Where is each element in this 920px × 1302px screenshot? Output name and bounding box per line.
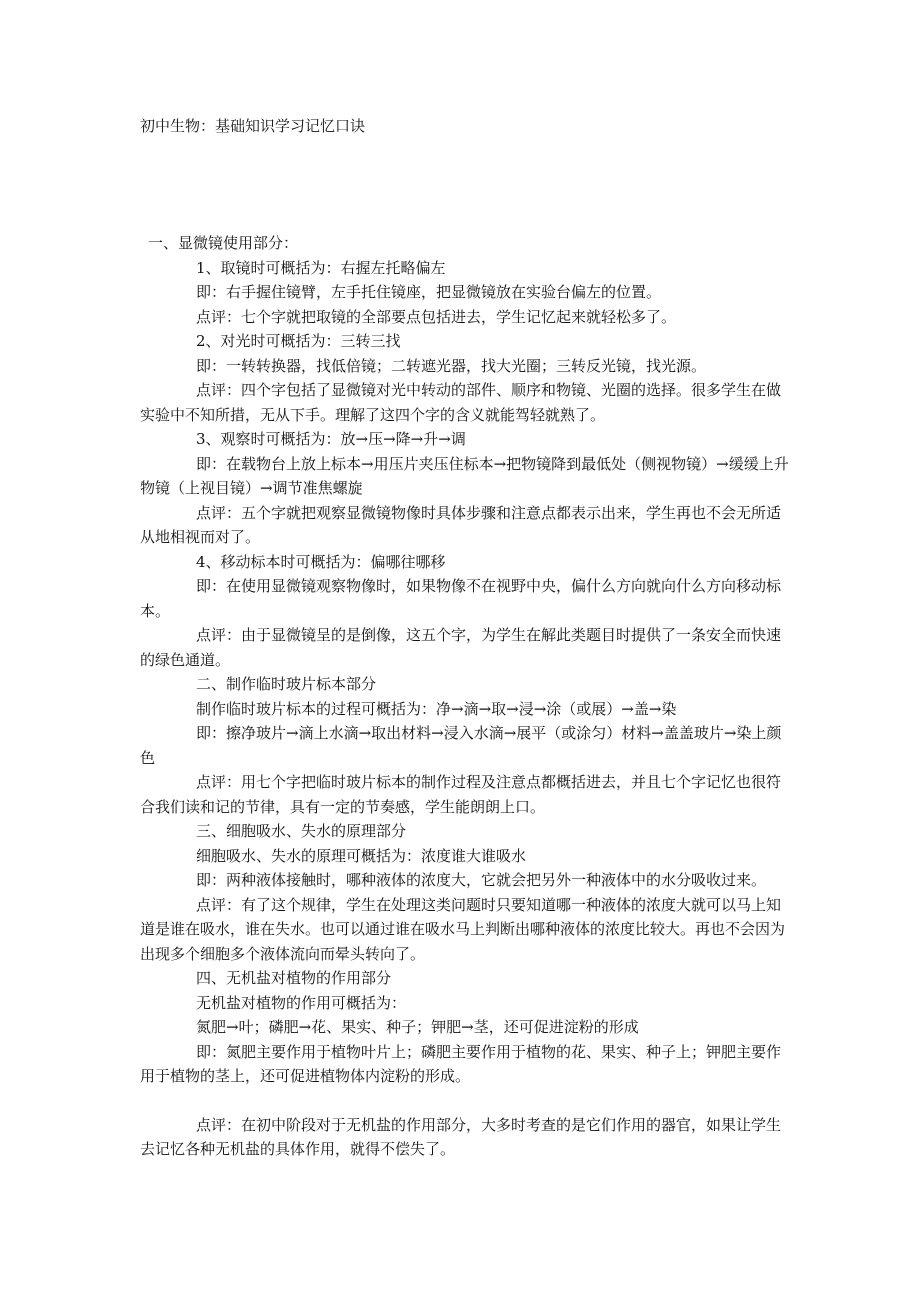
paragraph: 无机盐对植物的作用可概括为： bbox=[196, 993, 407, 1012]
paragraph: 细胞吸水、失水的原理可概括为：浓度谁大谁吸水 bbox=[196, 846, 527, 865]
section-heading-minerals: 四、无机盐对植物的作用部分 bbox=[196, 969, 392, 987]
paragraph: 即：氮肥主要作用于植物叶片上；磷肥主要作用于植物的花、果实、种子上；钾肥主要作用于植物的茎上，还可促进植物体内淀粉的形成。 bbox=[140, 1042, 782, 1085]
paragraph: 2、对光时可概括为：三转三找 bbox=[196, 332, 401, 350]
blank-line bbox=[140, 1089, 792, 1113]
document-body bbox=[140, 231, 792, 1162]
paragraph: 即：擦净玻片→滴上水滴→取出材料→浸入水滴→展平（或涂匀）材料→盖盖玻片→染上颜色 bbox=[140, 724, 782, 767]
paragraph: 点评：由于显微镜呈的是倒像，这五个字，为学生在解此类题目时提供了一条安全而快速的绿色通道。 bbox=[140, 626, 782, 669]
paragraph: 4、移动标本时可概括为：偏哪往哪移 bbox=[196, 552, 446, 571]
paragraph: 点评：有了这个规律，学生在处理这类问题时只要知道哪一种液体的浓度大就可以马上知道是谁在吸水，谁在失水。也可以通过谁在吸水马上判断出哪种液体的浓度比较大。再也不会因为出现多个细胞多个液体流向而晕头转向了。 bbox=[140, 895, 786, 963]
document-title: 初中生物：基础知识学习记忆口诀 bbox=[140, 117, 366, 135]
paragraph: 即：在载物台上放上标本→用压片夹压住标本→把物镜降到最低处（侧视物镜）→缓缓上升物镜（上视目镜）→调节准焦螺旋 bbox=[140, 454, 789, 497]
paragraph: 点评：用七个字把临时玻片标本的制作过程及注意点都概括进去，并且七个字记忆也很符合我们读和记的节律，具有一定的节奏感，学生能朗朗上口。 bbox=[140, 773, 782, 816]
paragraph: 即：两种液体接触时，哪种液体的浓度大，它就会把另外一种液体中的水分吸收过来。 bbox=[196, 871, 767, 889]
paragraph: 即：右手握住镜臂，左手托住镜座，把显微镜放在实验台偏左的位置。 bbox=[196, 283, 662, 301]
paragraph: 点评：五个字就把观察显微镜物像时具体步骤和注意点都表示出来，学生再也不会无所适从地相视而对了。 bbox=[140, 503, 782, 546]
paragraph: 氮肥→叶；磷肥→花、果实、种子；钾肥→茎，还可促进淀粉的形成 bbox=[196, 1018, 639, 1036]
section-heading-slides: 二、制作临时玻片标本部分 bbox=[196, 675, 377, 693]
paragraph: 即：一转转换器，找低倍镜；二转遮光器，找大光圈；三转反光镜，找光源。 bbox=[196, 356, 707, 375]
paragraph: 3、观察时可概括为：放→压→降→升→调 bbox=[196, 430, 466, 448]
paragraph: 点评：七个字就把取镜的全部要点包括进去，学生记忆起来就轻松多了。 bbox=[196, 307, 677, 326]
section-heading-microscope: 一、显微镜使用部分： bbox=[148, 234, 299, 252]
section-heading-osmosis: 三、细胞吸水、失水的原理部分 bbox=[196, 822, 407, 840]
paragraph: 制作临时玻片标本的过程可概括为：净→滴→取→浸→涂（或展）→盖→染 bbox=[196, 699, 677, 718]
paragraph: 1、取镜时可概括为：右握左托略偏左 bbox=[196, 258, 446, 277]
paragraph: 即：在使用显微镜观察物像时，如果物像不在视野中央，偏什么方向就向什么方向移动标本。 bbox=[140, 577, 782, 620]
paragraph: 点评：四个字包括了显微镜对光中转动的部件、顺序和物镜、光圈的选择。很多学生在做实验中不知所措，无从下手。理解了这四个字的含义就能驾轻就熟了。 bbox=[140, 381, 782, 424]
paragraph: 点评：在初中阶段对于无机盐的作用部分，大多时考查的是它们作用的器官，如果让学生去记忆各种无机盐的具体作用，就得不偿失了。 bbox=[140, 1115, 782, 1158]
